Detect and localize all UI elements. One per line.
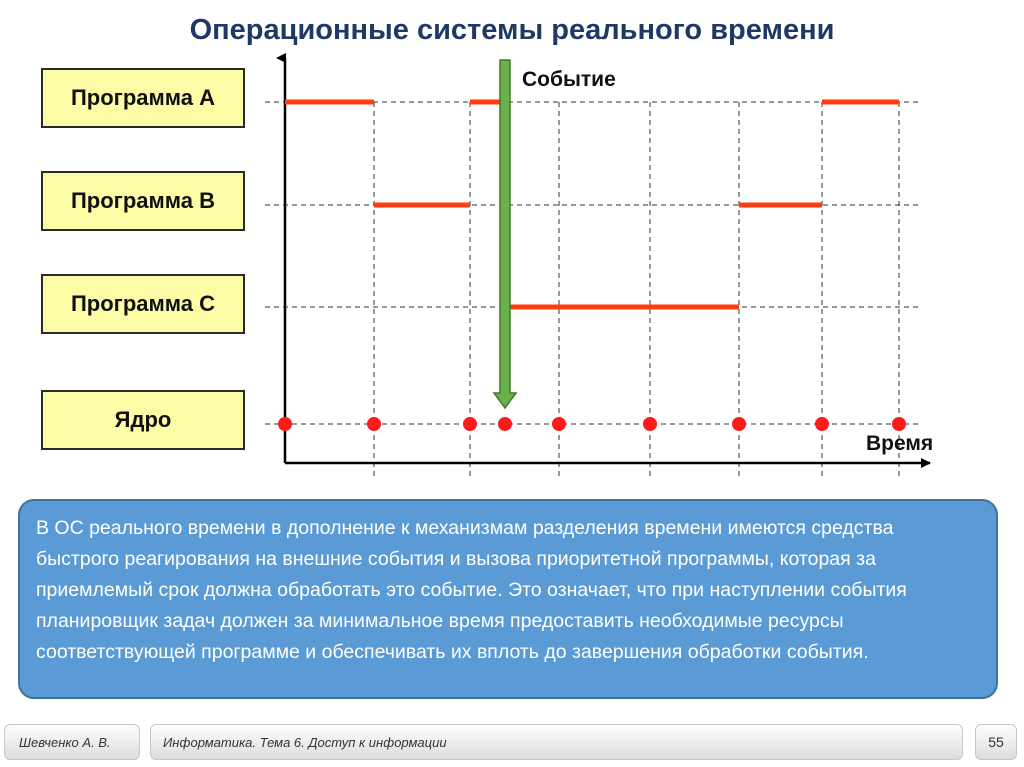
page-number-text: 55 (988, 734, 1004, 750)
event-arrow (494, 60, 516, 408)
grid-horizontal (265, 102, 918, 424)
kernel-dot (892, 417, 906, 431)
footer-course-text: Информатика. Тема 6. Доступ к информации (163, 734, 447, 750)
program-b-box: Программа B (41, 171, 245, 231)
program-c-box: Программа C (41, 274, 245, 334)
kernel-dot (278, 417, 292, 431)
kernel-dot (463, 417, 477, 431)
info-text: В ОС реального времени в дополнение к механизмам разделения времени имеются средства быстрого реагирования на внешние события и вызова приоритетной программы, которая за приемлемый срок должна обработать это событие. Это означает, что при наступлении события планировщик задач должен за минимальное время предоставить необходимые ресурсы соответствующей программе и обеспечивать их вплоть до завершения обработки события. (36, 517, 907, 663)
program-a-box: Программа A (41, 68, 245, 128)
slide-title: Операционные системы реального времени (189, 14, 835, 46)
footer-course (150, 724, 963, 760)
kernel-dot (367, 417, 381, 431)
kernel-dot (815, 417, 829, 431)
info-box (18, 499, 998, 699)
kernel-box: Ядро (41, 390, 245, 450)
footer-page-number (975, 724, 1017, 760)
kernel-dot (498, 417, 512, 431)
footer-author (4, 724, 140, 760)
event-label: Событие (522, 68, 616, 91)
kernel-dot (552, 417, 566, 431)
time-axis-label: Время (866, 432, 934, 455)
kernel-dot (643, 417, 657, 431)
footer-author-text: Шевченко А. В. (19, 734, 111, 750)
kernel-dot (732, 417, 746, 431)
